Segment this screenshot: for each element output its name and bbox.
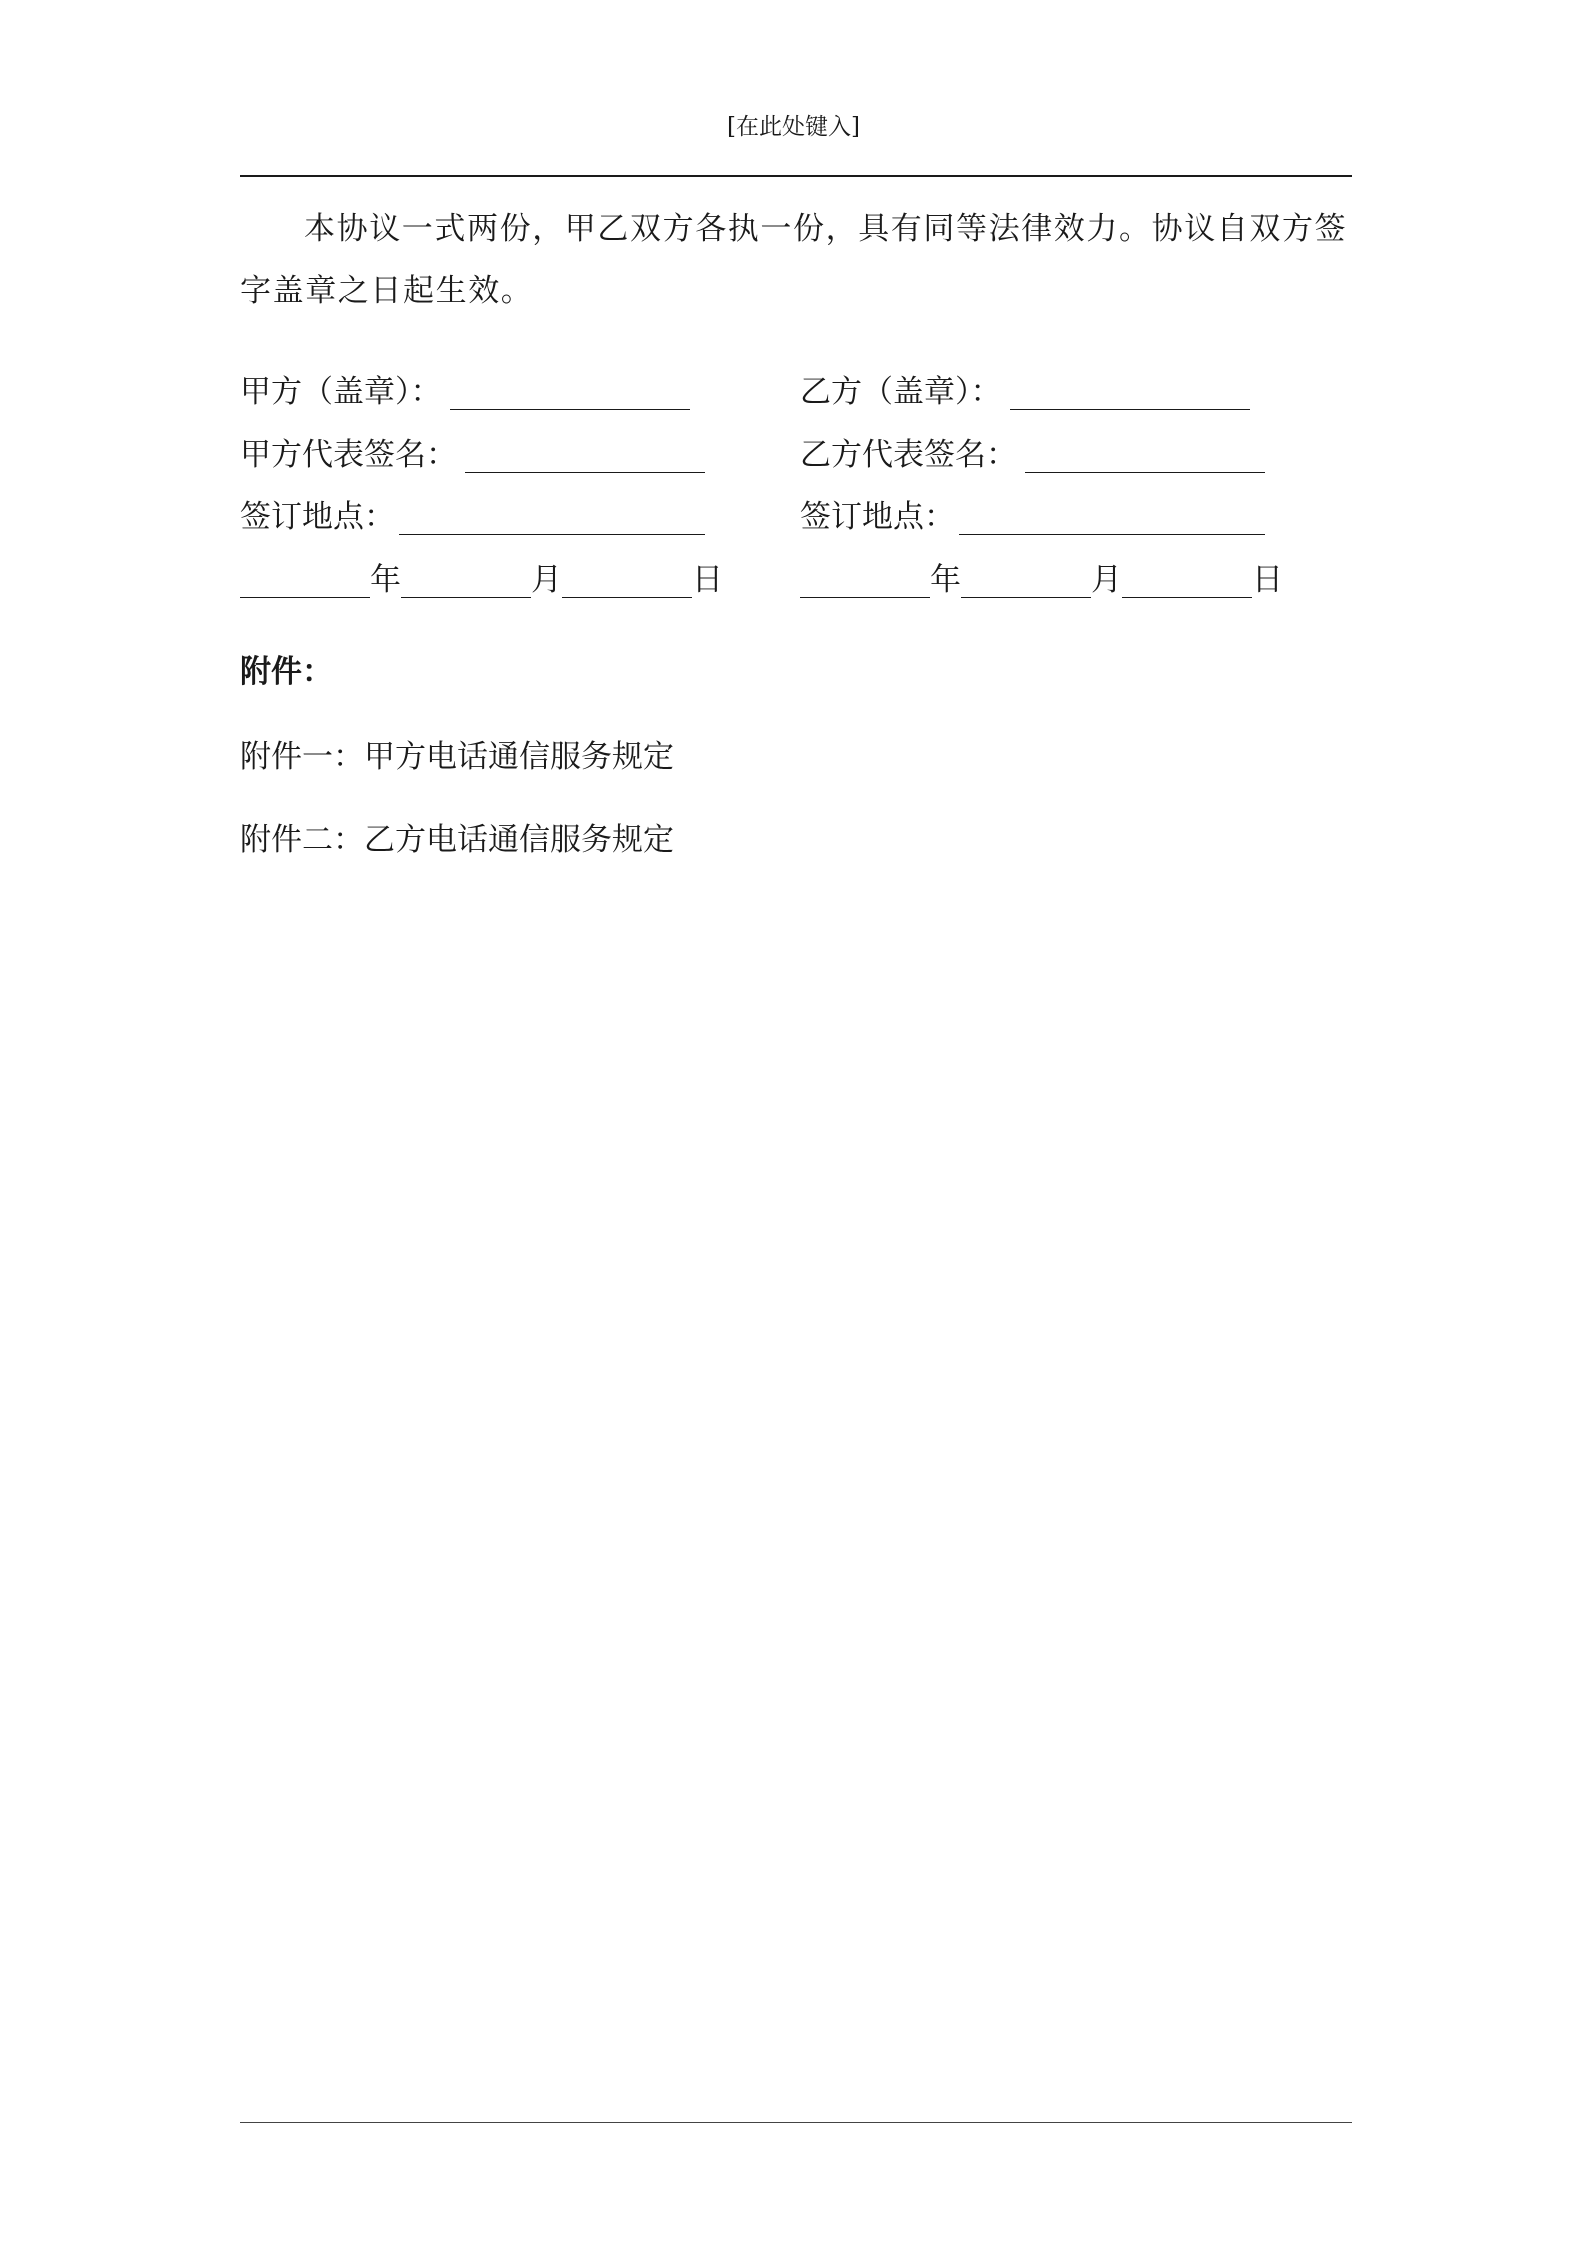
party-b-year-label: 年 bbox=[930, 562, 961, 598]
party-a-month-label: 月 bbox=[531, 562, 562, 598]
party-a-day-blank[interactable] bbox=[562, 563, 692, 598]
party-b-year-blank[interactable] bbox=[800, 563, 930, 598]
party-a-date-row bbox=[240, 560, 723, 600]
party-b-date-row bbox=[800, 560, 1283, 600]
footer-divider bbox=[240, 2122, 1352, 2123]
party-a-month-blank[interactable] bbox=[401, 563, 531, 598]
party-a-year-label: 年 bbox=[370, 562, 401, 598]
party-a-rep-blank[interactable] bbox=[465, 438, 705, 473]
party-b-month-blank[interactable] bbox=[961, 563, 1091, 598]
party-a-place-row bbox=[240, 497, 705, 537]
party-a-seal-blank[interactable] bbox=[450, 375, 690, 410]
attachment-item-1: 附件一：甲方电话通信服务规定 bbox=[240, 739, 674, 775]
party-a-year-blank[interactable] bbox=[240, 563, 370, 598]
attachments-title: 附件： bbox=[240, 654, 333, 690]
party-a-place-label: 签订地点： bbox=[240, 499, 395, 535]
party-b-rep-row bbox=[800, 435, 1265, 475]
party-b-day-blank[interactable] bbox=[1122, 563, 1252, 598]
party-b-place-row bbox=[800, 497, 1265, 537]
party-a-seal-row bbox=[240, 372, 690, 412]
party-a-day-label: 日 bbox=[692, 562, 723, 598]
party-a-rep-label: 甲方代表签名： bbox=[240, 437, 457, 473]
party-b-place-label: 签订地点： bbox=[800, 499, 955, 535]
header-divider bbox=[240, 175, 1352, 177]
party-a-place-blank[interactable] bbox=[399, 500, 705, 535]
party-b-month-label: 月 bbox=[1091, 562, 1122, 598]
party-b-seal-row bbox=[800, 372, 1250, 412]
party-b-seal-label: 乙方（盖章）： bbox=[800, 374, 1002, 410]
agreement-clause: 本协议一式两份，甲乙双方各执一份，具有同等法律效力。协议自双方签字盖章之日起生效。 bbox=[240, 211, 1348, 309]
party-a-rep-row bbox=[240, 435, 705, 475]
party-b-seal-blank[interactable] bbox=[1010, 375, 1250, 410]
party-b-day-label: 日 bbox=[1252, 562, 1283, 598]
party-b-rep-label: 乙方代表签名： bbox=[800, 437, 1017, 473]
party-b-rep-blank[interactable] bbox=[1025, 438, 1265, 473]
page-header[interactable]: [在此处键入] bbox=[727, 114, 860, 140]
attachment-item-2: 附件二：乙方电话通信服务规定 bbox=[240, 822, 674, 858]
party-b-place-blank[interactable] bbox=[959, 500, 1265, 535]
party-a-seal-label: 甲方（盖章）： bbox=[240, 374, 442, 410]
